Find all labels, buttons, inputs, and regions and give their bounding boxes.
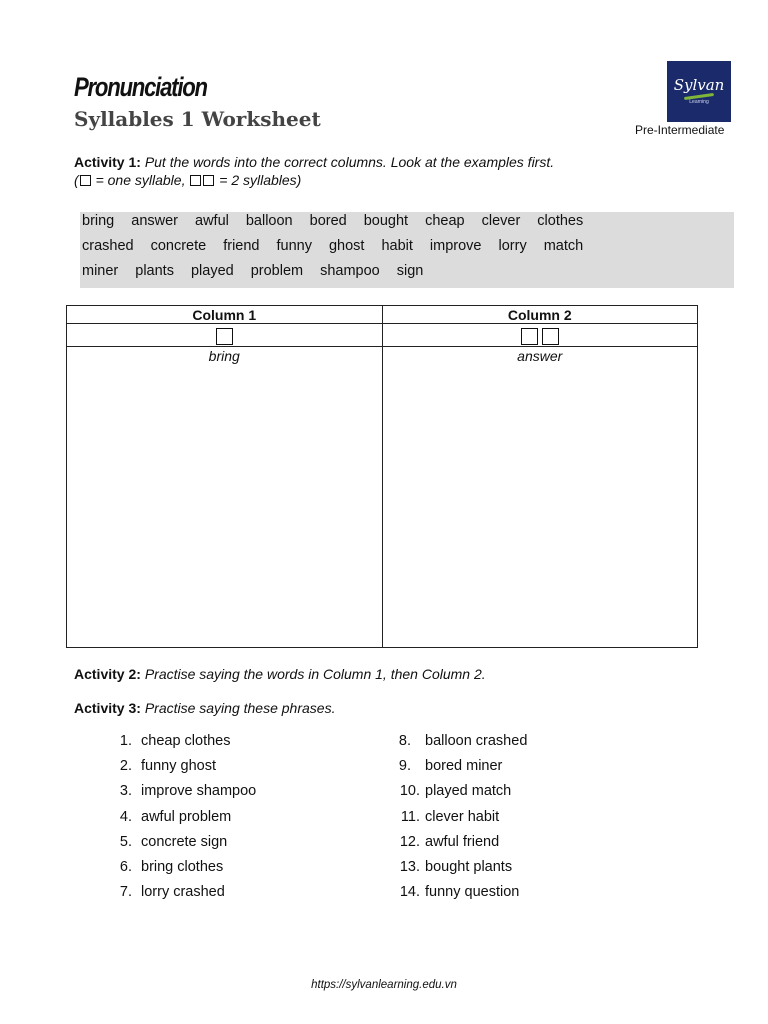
list-item: 12. awful friend: [399, 833, 500, 850]
activity3-label: Activity 3:: [74, 700, 141, 716]
list-item: 3. improve shampoo: [119, 783, 257, 800]
column-2-header: Column 2: [382, 306, 698, 324]
word: bored: [309, 213, 347, 229]
list-item: 14. funny question: [399, 884, 520, 901]
word: sign: [396, 263, 424, 279]
word: clever: [481, 213, 521, 229]
list-item: 1. cheap clothes: [119, 733, 231, 749]
one-syllable-square-icon: [80, 175, 91, 186]
word: habit: [381, 238, 413, 254]
word: funny: [276, 238, 312, 254]
legend-two-text: = 2 syllables): [219, 172, 302, 188]
sylvan-logo: [667, 61, 731, 122]
activity1-text: Put the words into the correct columns. Look at the examples first.: [144, 154, 555, 170]
logo-wordmark: Sylvan: [673, 76, 725, 94]
syllable-columns-table: [66, 305, 698, 648]
footer-url[interactable]: https://sylvanlearning.edu.vn: [311, 979, 457, 991]
list-item: 7. lorry crashed: [119, 884, 225, 901]
legend-one-text: = one syllable,: [95, 172, 186, 188]
word: clothes: [537, 213, 584, 229]
word: answer: [131, 213, 178, 229]
word: crashed: [82, 238, 134, 254]
column-1-header: Column 1: [67, 306, 383, 324]
word-bank: [80, 212, 734, 288]
word: friend: [223, 238, 260, 254]
word-bank-row: [82, 213, 600, 229]
list-item: 6. bring clothes: [119, 858, 224, 875]
word: bring: [82, 213, 115, 229]
activity1-instruction: [74, 154, 554, 171]
word: ghost: [328, 238, 365, 254]
list-item: 10. played match: [399, 783, 512, 800]
syllable-legend: ( = one syllable, = 2 syllables): [74, 172, 302, 188]
activity3-instruction: [74, 700, 335, 717]
syllable-square-icon: [216, 328, 233, 345]
column-1-answer-area[interactable]: [67, 347, 383, 648]
word: awful: [195, 213, 229, 229]
worksheet-subtitle: Syllables 1 Worksheet: [74, 107, 321, 131]
word: lorry: [498, 238, 527, 254]
one-syllable-cell: [67, 324, 383, 347]
page-title: Pronunciation: [74, 72, 207, 102]
word: shampoo: [320, 263, 380, 279]
list-item: 11. clever habit: [400, 808, 500, 825]
two-syllable-square-icon: [203, 175, 214, 186]
activity2-label: Activity 2:: [74, 666, 141, 682]
list-item: 5. concrete sign: [119, 833, 228, 850]
logo-subtext: Learning: [689, 99, 709, 105]
word-bank-row: [82, 263, 440, 279]
list-item: 13. bought plants: [399, 858, 513, 875]
list-item: 9. bored miner: [398, 758, 503, 775]
column-2-example: answer: [517, 348, 563, 364]
activity1-label: Activity 1:: [74, 154, 141, 170]
word-bank-row: [82, 238, 600, 254]
level-label: Pre-Intermediate: [635, 123, 725, 137]
word: concrete: [150, 238, 207, 254]
activity3-text: Practise saying these phrases.: [144, 700, 336, 716]
activity2-text: Practise saying the words in Column 1, then Column 2.: [144, 666, 486, 682]
word: match: [543, 238, 584, 254]
phrase-column-left: [118, 733, 256, 909]
list-item: 2. funny ghost: [119, 758, 216, 775]
syllable-square-icon: [521, 328, 538, 345]
column-1-example: bring: [208, 348, 240, 364]
word: bought: [363, 213, 409, 229]
phrase-column-right: [398, 733, 527, 909]
word: played: [190, 263, 234, 279]
two-syllable-cell: [382, 324, 698, 347]
word: problem: [250, 263, 304, 279]
column-2-answer-area[interactable]: [382, 347, 698, 648]
two-syllable-square-icon: [190, 175, 201, 186]
list-item: 8. balloon crashed: [398, 733, 528, 749]
word: miner: [82, 263, 119, 279]
word: improve: [429, 238, 482, 254]
list-item: 4. awful problem: [119, 808, 232, 825]
word: balloon: [245, 213, 293, 229]
activity2-instruction: [74, 666, 486, 683]
word: plants: [135, 263, 174, 279]
word: cheap: [425, 213, 465, 229]
syllable-square-icon: [542, 328, 559, 345]
